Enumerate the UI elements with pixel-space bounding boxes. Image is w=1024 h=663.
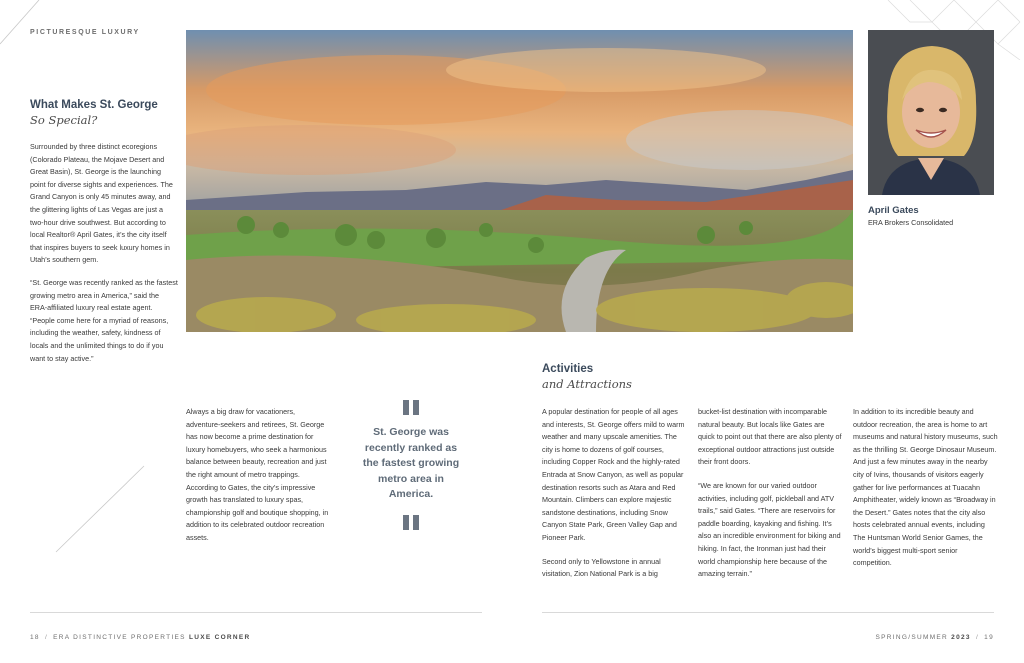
footer-rule-left bbox=[30, 612, 482, 613]
footer-rule-right bbox=[542, 612, 994, 613]
footer-page-number-left: 18 bbox=[30, 634, 40, 641]
footer-page-number-right: 19 bbox=[984, 634, 994, 641]
intro-heading bbox=[30, 98, 180, 128]
activities-paragraph: A popular destination for people of all ages and interests, St. George offers mild to warm weather and many upscale amenities. The city is home to dozens of golf courses, including Copper Rock and the highly-rated Entrada at Snow Canyon, as well as popular destination resorts such as Atara and Red Mountain. Climbers can explore majestic sandstone destinations, including Snow Canyon State Park, Green Valley Gap and Pioneer Park. bbox=[542, 407, 685, 542]
intro-paragraph-2: “St. George was recently ranked as the fastest growing metro area in America,” said the ERA-affiliated luxury real estate agent. “People come here for a myriad of reasons, including the weather, safety, kindness of locals and the unlimited things to do if you want to stay active.” bbox=[30, 277, 178, 363]
profile-company: ERA Brokers Consolidated bbox=[868, 218, 954, 227]
draw-column bbox=[186, 406, 331, 545]
profile-name: April Gates bbox=[868, 205, 919, 216]
intro-heading-main: What Makes St. George bbox=[30, 99, 158, 111]
april-gates-portrait bbox=[868, 30, 994, 195]
activities-column-2 bbox=[698, 406, 843, 581]
corner-decoration-line bbox=[0, 0, 40, 45]
activities-paragraph: bucket-list destination with incomparable natural beauty. But locals like Gates are quick to point out that there are also plenty of exceptional outdoor attractions just outside their front doors. bbox=[698, 407, 842, 467]
footer-season: SPRING/SUMMER bbox=[875, 634, 949, 641]
footer-year: 2023 bbox=[951, 634, 971, 641]
intro-column bbox=[30, 141, 178, 365]
footer-right bbox=[876, 634, 994, 641]
diagonal-decoration-line bbox=[55, 465, 145, 553]
activities-column-1 bbox=[542, 406, 687, 581]
activities-heading bbox=[542, 362, 692, 392]
footer-title: LUXE CORNER bbox=[188, 634, 251, 641]
footer-separator: / bbox=[44, 634, 49, 641]
activities-heading-sub: and Attractions bbox=[542, 377, 632, 391]
open-quote-icon bbox=[402, 400, 420, 415]
activities-paragraph: Second only to Yellowstone in annual visitation, Zion National Park is a big bbox=[542, 556, 661, 579]
pullquote bbox=[360, 400, 462, 530]
intro-heading-sub: So Special? bbox=[30, 113, 98, 127]
intro-paragraph-1: Surrounded by three distinct ecoregions (Colorado Plateau, the Mojave Desert and Great Basin), St. George is the launching point for diverse sights and experiences. The Grand Canyon is only 45 minutes away, and the glittering lights of Las Vegas are just a two-hour drive southwest. But according to local Realtor® April Gates, it’s the city itself that inspires buyers to seek luxury homes in Utah’s southern gem. bbox=[30, 142, 173, 265]
footer-left bbox=[30, 634, 251, 641]
close-quote-icon bbox=[402, 515, 420, 530]
footer-brand: ERA DISTINCTIVE PROPERTIES bbox=[53, 634, 186, 641]
section-label: PICTURESQUE LUXURY bbox=[30, 29, 140, 36]
hero-landscape-photo bbox=[186, 30, 853, 332]
footer-separator: / bbox=[975, 634, 980, 641]
activities-column-3 bbox=[853, 406, 998, 570]
pullquote-text: St. George was recently ranked as the fastest growing metro area in America. bbox=[362, 426, 460, 500]
activities-heading-main: Activities bbox=[542, 363, 594, 375]
draw-paragraph: Always a big draw for vacationers, adventure-seekers and retirees, St. George has now become a prime destination for luxury homebuyers, who seek a harmonious balance between beauty, recreation and just the right amount of metro trappings. According to Gates, the city’s impressive growth has translated to luxury spas, championship golf and boutique shopping, in addition to its celebrated outdoor recreation assets. bbox=[186, 407, 329, 542]
activities-paragraph: In addition to its incredible beauty and outdoor recreation, the area is home to art museums and natural history museums, such as the thrilling St. George Dinosaur Museum. And just a few minutes away in the nearby city of Ivins, thousands of visitors eagerly gather for live performances at Tuacahn Amphitheater, widely known as “Broadway in the Desert.” Gates notes that the city also hosts celebrated annual events, including The Huntsman World Senior Games, the world’s biggest multi-sport senior competition. bbox=[853, 407, 998, 568]
activities-paragraph: “We are known for our varied outdoor activities, including golf, pickleball and ATV trails,” said Gates. “There are reservoirs for paddle boarding, kayaking and fishing. It’s also an incredible environment for biking and hiking. In fact, the Ironman just had their world championship here because of the amazing terrain.” bbox=[698, 480, 841, 579]
